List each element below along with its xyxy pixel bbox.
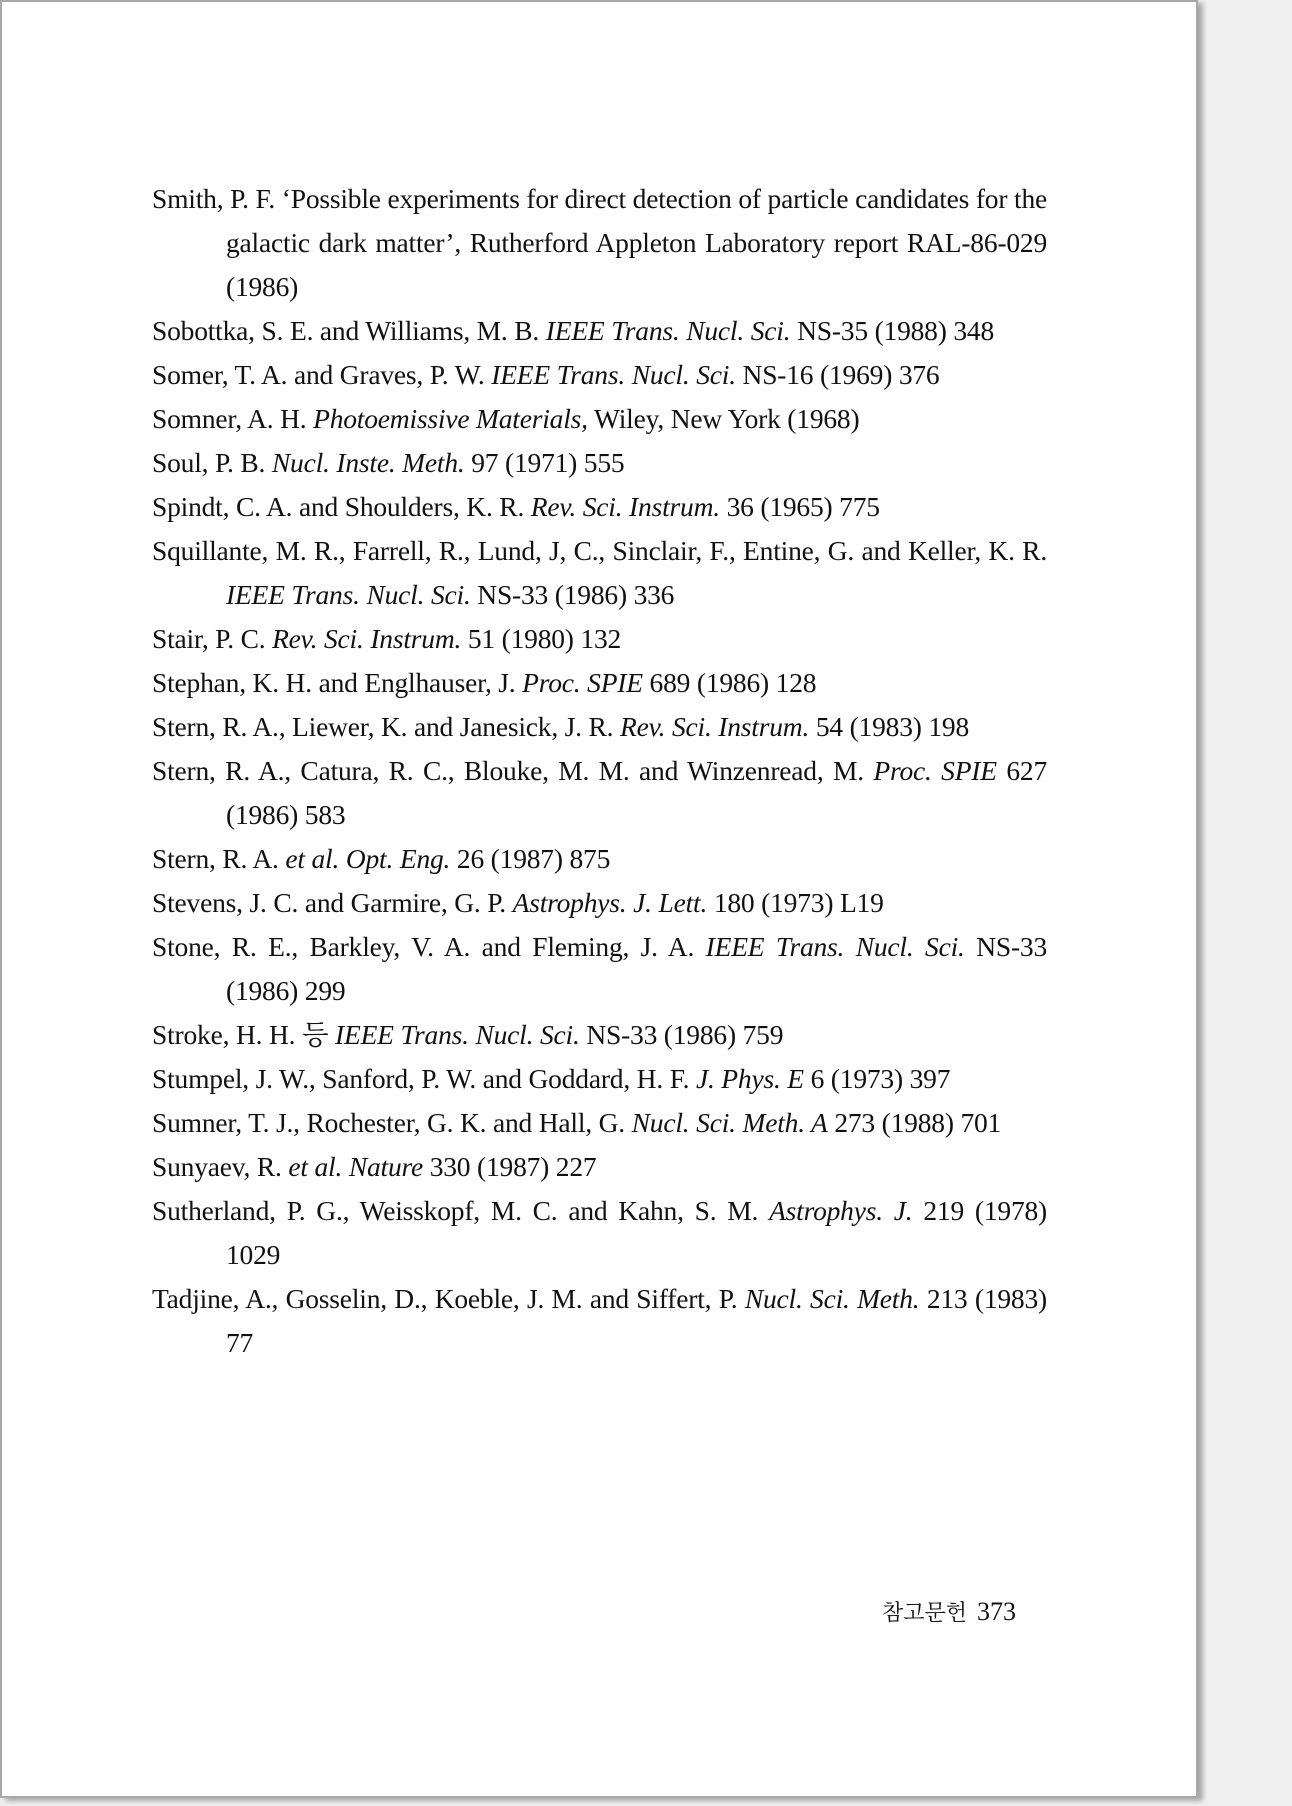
reference-details: 219 (1978) 1029 <box>226 1195 1047 1270</box>
reference-entry <box>152 881 1047 925</box>
reference-authors: Smith, P. F. ‘Possible experiments for direct detection of particle candidates for the galactic dark matter’, Rutherford Appleton Laboratory report RAL-86-029 (1986) <box>152 183 1047 302</box>
reference-authors: Sunyaev, R. <box>152 1151 289 1182</box>
reference-authors: Stair, P. C. <box>152 623 273 654</box>
reference-authors: Stone, R. E., Barkley, V. A. and Fleming, J. A. <box>152 931 706 962</box>
reference-journal: Nucl. Sci. Meth. <box>744 1283 920 1314</box>
reference-entry <box>152 705 1047 749</box>
reference-authors: Spindt, C. A. and Shoulders, K. R. <box>152 491 531 522</box>
reference-journal: IEEE Trans. Nucl. Sci. <box>335 1019 580 1050</box>
reference-details: NS-35 (1988) 348 <box>790 315 995 346</box>
reference-entry <box>152 1013 1047 1057</box>
reference-entry <box>152 925 1047 1013</box>
reference-entry <box>152 617 1047 661</box>
reference-authors: Squillante, M. R., Farrell, R., Lund, J, C., Sinclair, F., Entine, G. and Keller, K. R. <box>152 535 1047 566</box>
reference-authors: Sobottka, S. E. and Williams, M. B. <box>152 315 546 346</box>
reference-entry <box>152 1145 1047 1189</box>
reference-list <box>152 177 1047 1365</box>
reference-authors: Stevens, J. C. and Garmire, G. P. <box>152 887 513 918</box>
reference-journal: Proc. SPIE <box>522 667 643 698</box>
reference-entry <box>152 1189 1047 1277</box>
reference-authors: Sutherland, P. G., Weisskopf, M. C. and Kahn, S. M. <box>152 1195 770 1226</box>
reference-entry <box>152 749 1047 837</box>
reference-journal: IEEE Trans. Nucl. Sci. <box>705 931 965 962</box>
reference-journal: Astrophys. J. Lett. <box>512 887 708 918</box>
reference-journal: IEEE Trans. Nucl. Sci. <box>226 579 471 610</box>
reference-entry <box>152 1277 1047 1365</box>
reference-authors: Somner, A. H. <box>152 403 314 434</box>
reference-entry <box>152 397 1047 441</box>
reference-journal: Rev. Sci. Instrum. <box>272 623 462 654</box>
reference-journal: Astrophys. J. <box>769 1195 913 1226</box>
reference-authors: Stern, R. A., Liewer, K. and Janesick, J. R. <box>152 711 621 742</box>
reference-authors: Somer, T. A. and Graves, P. W. <box>152 359 492 390</box>
reference-authors: Soul, P. B. <box>152 447 272 478</box>
reference-details: Wiley, New York (1968) <box>587 403 860 434</box>
reference-details: 689 (1986) 128 <box>642 667 817 698</box>
reference-journal: IEEE Trans. Nucl. Sci. <box>545 315 791 346</box>
reference-entry <box>152 441 1047 485</box>
reference-details: 6 (1973) 397 <box>803 1063 951 1094</box>
reference-details: 180 (1973) L19 <box>707 887 884 918</box>
reference-details: 330 (1987) 227 <box>423 1151 597 1182</box>
reference-authors: Tadjine, A., Gosselin, D., Koeble, J. M. and Siffert, P. <box>152 1283 745 1314</box>
reference-authors: Stroke, H. H. 등 <box>152 1019 336 1050</box>
reference-details: 213 (1983) 77 <box>226 1283 1047 1358</box>
reference-details: 36 (1965) 775 <box>719 491 880 522</box>
reference-journal: Nucl. Sci. Meth. A <box>631 1107 828 1138</box>
reference-details: NS-33 (1986) 336 <box>470 579 675 610</box>
reference-entry <box>152 1101 1047 1145</box>
reference-authors: Stephan, K. H. and Englhauser, J. <box>152 667 523 698</box>
reference-details: 26 (1987) 875 <box>450 843 611 874</box>
reference-journal: Proc. SPIE <box>873 755 997 786</box>
reference-details: 627 (1986) 583 <box>226 755 1047 830</box>
reference-entry <box>152 1057 1047 1101</box>
reference-entry <box>152 353 1047 397</box>
footer-section-label: 참고문헌 <box>882 1601 968 1626</box>
reference-journal: Rev. Sci. Instrum. <box>530 491 720 522</box>
reference-entry <box>152 529 1047 617</box>
reference-journal: Rev. Sci. Instrum. <box>620 711 810 742</box>
reference-details: 51 (1980) 132 <box>461 623 622 654</box>
reference-entry <box>152 485 1047 529</box>
page-footer <box>882 1596 1016 1627</box>
reference-details: 273 (1988) 701 <box>827 1107 1002 1138</box>
reference-entry <box>152 661 1047 705</box>
reference-details: 54 (1983) 198 <box>809 711 970 742</box>
reference-authors: Sumner, T. J., Rochester, G. K. and Hall, G. <box>152 1107 632 1138</box>
reference-authors: Stern, R. A. <box>152 843 286 874</box>
reference-journal: J. Phys. E <box>695 1063 804 1094</box>
reference-entry <box>152 177 1047 309</box>
reference-details: NS-33 (1986) 299 <box>226 931 1048 1006</box>
reference-journal: Nucl. Inste. Meth. <box>271 447 465 478</box>
reference-details: NS-33 (1986) 759 <box>579 1019 784 1050</box>
reference-details: 97 (1971) 555 <box>464 447 625 478</box>
reference-journal: Photoemissive Materials, <box>313 403 588 434</box>
page-number: 373 <box>977 1597 1017 1626</box>
reference-authors: Stern, R. A., Catura, R. C., Blouke, M. M. and Winzenread, M. <box>152 755 874 786</box>
reference-entry <box>152 837 1047 881</box>
reference-authors: Stumpel, J. W., Sanford, P. W. and Goddard, H. F. <box>152 1063 696 1094</box>
reference-journal: et al. Opt. Eng. <box>285 843 451 874</box>
reference-details: NS-16 (1969) 376 <box>735 359 940 390</box>
reference-journal: et al. Nature <box>288 1151 424 1182</box>
reference-entry <box>152 309 1047 353</box>
reference-journal: IEEE Trans. Nucl. Sci. <box>491 359 736 390</box>
